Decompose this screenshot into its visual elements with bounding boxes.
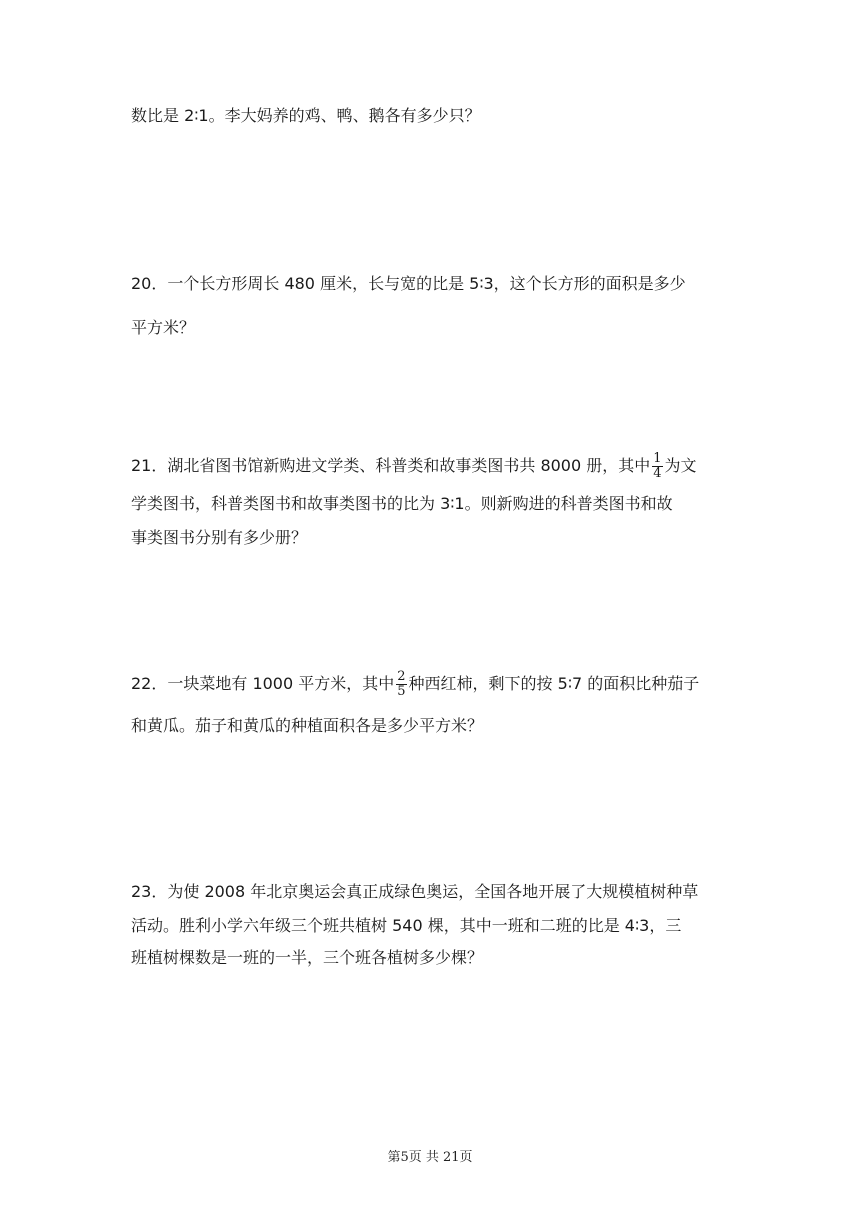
question-23-line-2: 活动。胜利小学六年级三个班共植树 540 棵，其中一班和二班的比是 4∶3，三 bbox=[131, 916, 682, 935]
question-21-text-before: 21．湖北省图书馆新购进文学类、科普类和故事类图书共 8000 册，其中 bbox=[131, 456, 651, 475]
question-21-line-1 bbox=[131, 452, 697, 481]
question-19-line-1: 数比是 2∶1。李大妈养的鸡、鸭、鹅各有多少只？ bbox=[131, 106, 481, 125]
question-20-line-2: 平方米？ bbox=[131, 318, 196, 337]
fraction-one-quarter bbox=[652, 452, 662, 481]
fraction-numerator: 1 bbox=[653, 451, 662, 466]
question-22-text-after: 种西红柿，剩下的按 5∶7 的面积比种茄子 bbox=[408, 674, 700, 693]
question-23-line-3: 班植树棵数是一班的一半，三个班各植树多少棵？ bbox=[131, 948, 484, 967]
question-23-line-1: 23．为使 2008 年北京奥运会真正成绿色奥运，全国各地开展了大规模植树种草 bbox=[131, 882, 699, 901]
fraction-denominator: 4 bbox=[653, 466, 662, 481]
fraction-denominator: 5 bbox=[397, 684, 406, 699]
question-20-line-1: 20．一个长方形周长 480 厘米，长与宽的比是 5∶3，这个长方形的面积是多少 bbox=[131, 274, 686, 293]
question-21-line-3: 事类图书分别有多少册？ bbox=[131, 528, 308, 547]
fraction-numerator: 2 bbox=[397, 669, 406, 684]
question-21-line-2: 学类图书，科普类图书和故事类图书的比为 3∶1。则新购进的科普类图书和故 bbox=[131, 494, 673, 513]
question-21-text-after: 为文 bbox=[664, 456, 697, 475]
question-22-text-before: 22．一块菜地有 1000 平方米，其中 bbox=[131, 674, 395, 693]
page-footer: 第5页 共 21页 bbox=[387, 1150, 473, 1165]
question-22-line-2: 和黄瓜。茄子和黄瓜的种植面积各是多少平方米？ bbox=[131, 716, 484, 735]
fraction-two-fifths bbox=[396, 670, 406, 699]
question-22-line-1 bbox=[131, 670, 699, 699]
